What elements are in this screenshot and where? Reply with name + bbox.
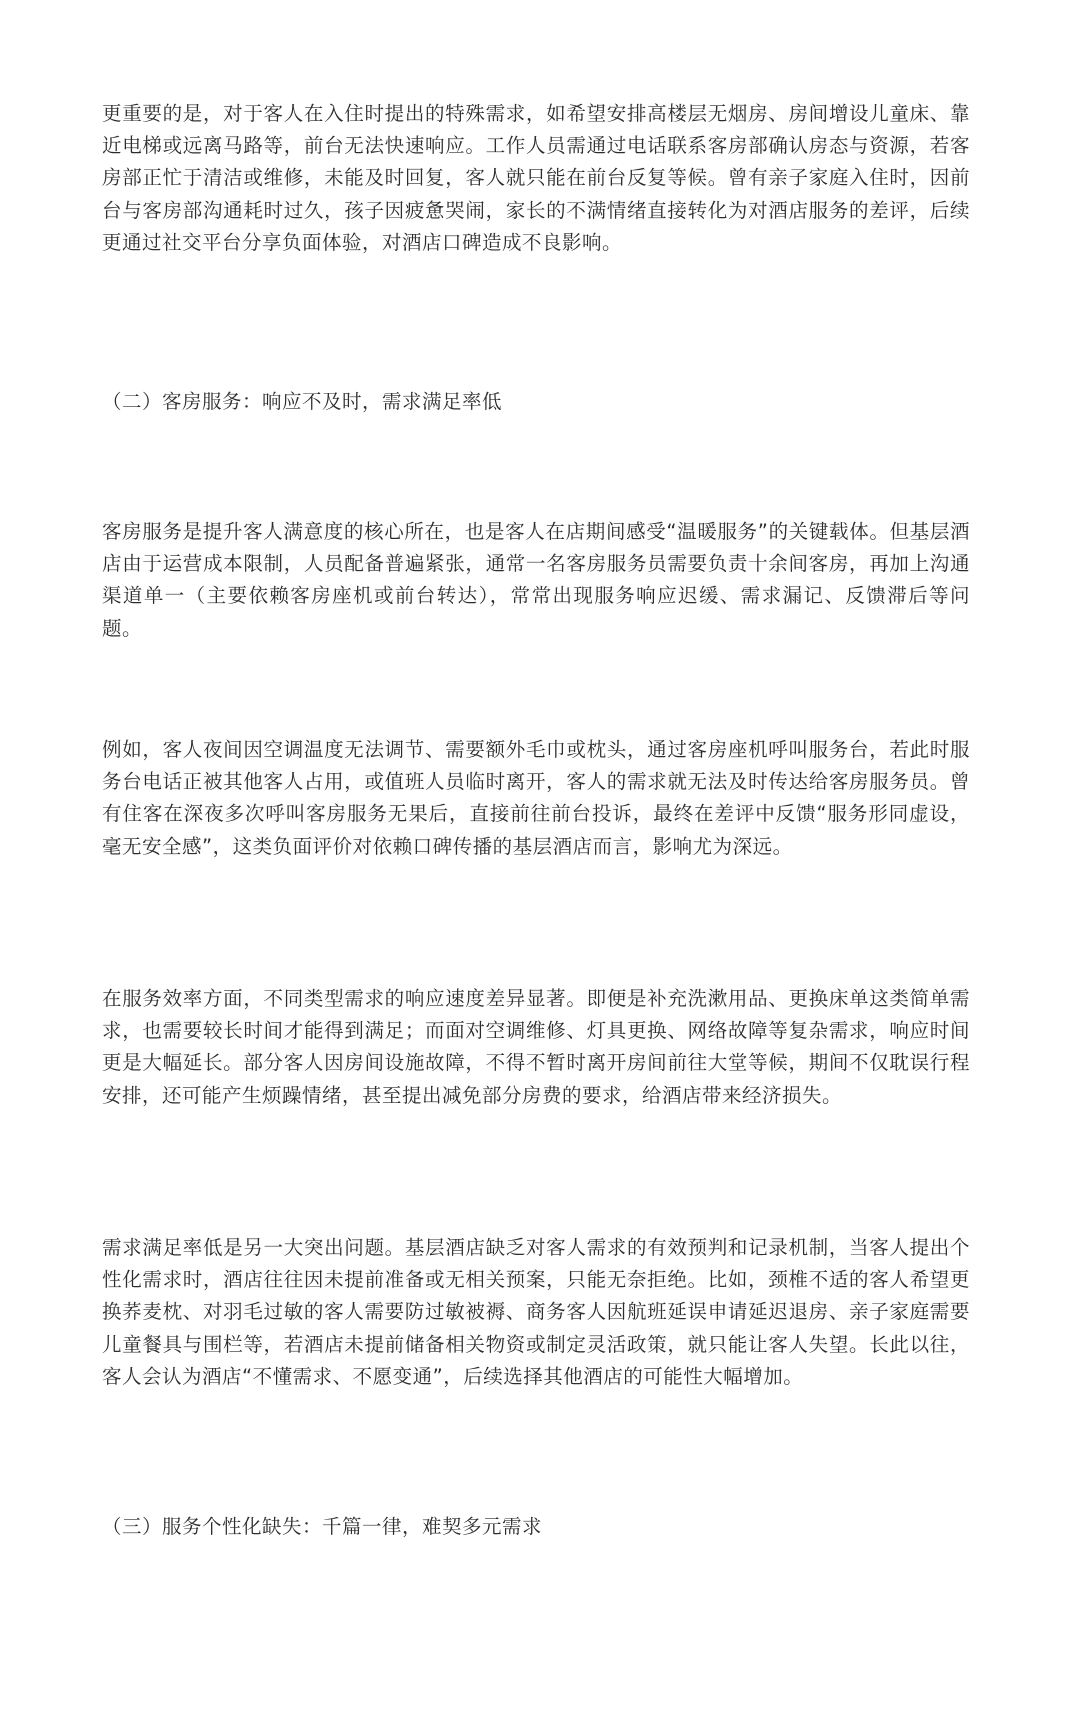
paragraph-night-call-example: 例如，客人夜间因空调温度无法调节、需要额外毛巾或枕头，通过客房座机呼叫服务台，若此时服务台电话正被其他客人占用，或值班人员临时离开，客人的需求就无法及时传达给客房服务员。曾有住客在深夜多次呼叫客房服务无果后，直接前往前台投诉，最终在差评中反馈“服务形同虚设，毫无安全感”，这类负面评价对依赖口碑传播的基层酒店而言，影响尤为深远。 [102,738,970,858]
paragraph-low-fulfillment-rate: 需求满足率低是另一大突出问题。基层酒店缺乏对客人需求的有效预判和记录机制，当客人提出个性化需求时，酒店往往因未提前准备或无相关预案，只能无奈拒绝。比如，颈椎不适的客人希望更换荞麦枕、对羽毛过敏的客人需要防过敏被褥、商务客人因航班延误申请延迟退房、亲子家庭需要儿童餐具与围栏等，若酒店未提前储备相关物资或制定灵活政策，就只能让客人失望。长此以往，客人会认为酒店“不懂需求、不愿变通”，后续选择其他酒店的可能性大幅增加。 [102,1236,970,1388]
paragraph-front-desk-special-requests: 更重要的是，对于客人在入住时提出的特殊需求，如希望安排高楼层无烟房、房间增设儿童床、靠近电梯或远离马路等，前台无法快速响应。工作人员需通过电话联系客房部确认房态与资源，若客房部正忙于清洁或维修，未能及时回复，客人就只能在前台反复等候。曾有亲子家庭入住时，因前台与客房部沟通耗时过久，孩子因疲惫哭闹，家长的不满情绪直接转化为对酒店服务的差评，后续更通过社交平台分享负面体验，对酒店口碑造成不良影响。 [102,102,970,254]
section-heading-room-service: （二）客房服务：响应不及时，需求满足率低 [102,390,503,413]
paragraph-service-efficiency: 在服务效率方面，不同类型需求的响应速度差异显著。即便是补充洗漱用品、更换床单这类简单需求，也需要较长时间才能得到满足；而面对空调维修、灯具更换、网络故障等复杂需求，响应时间更是大幅延长。部分客人因房间设施故障，不得不暂时离开房间前往大堂等候，期间不仅耽误行程安排，还可能产生烦躁情绪，甚至提出减免部分房费的要求，给酒店带来经济损失。 [102,987,970,1107]
section-heading-personalization: （三）服务个性化缺失：千篇一律，难契多元需求 [102,1515,543,1538]
paragraph-room-service-overview: 客房服务是提升客人满意度的核心所在，也是客人在店期间感受“温暖服务”的关键载体。但基层酒店由于运营成本限制，人员配备普遍紧张，通常一名客房服务员需要负责十余间客房，再加上沟通渠道单一（主要依赖客房座机或前台转达），常常出现服务响应迟缓、需求漏记、反馈滞后等问题。 [102,520,970,640]
